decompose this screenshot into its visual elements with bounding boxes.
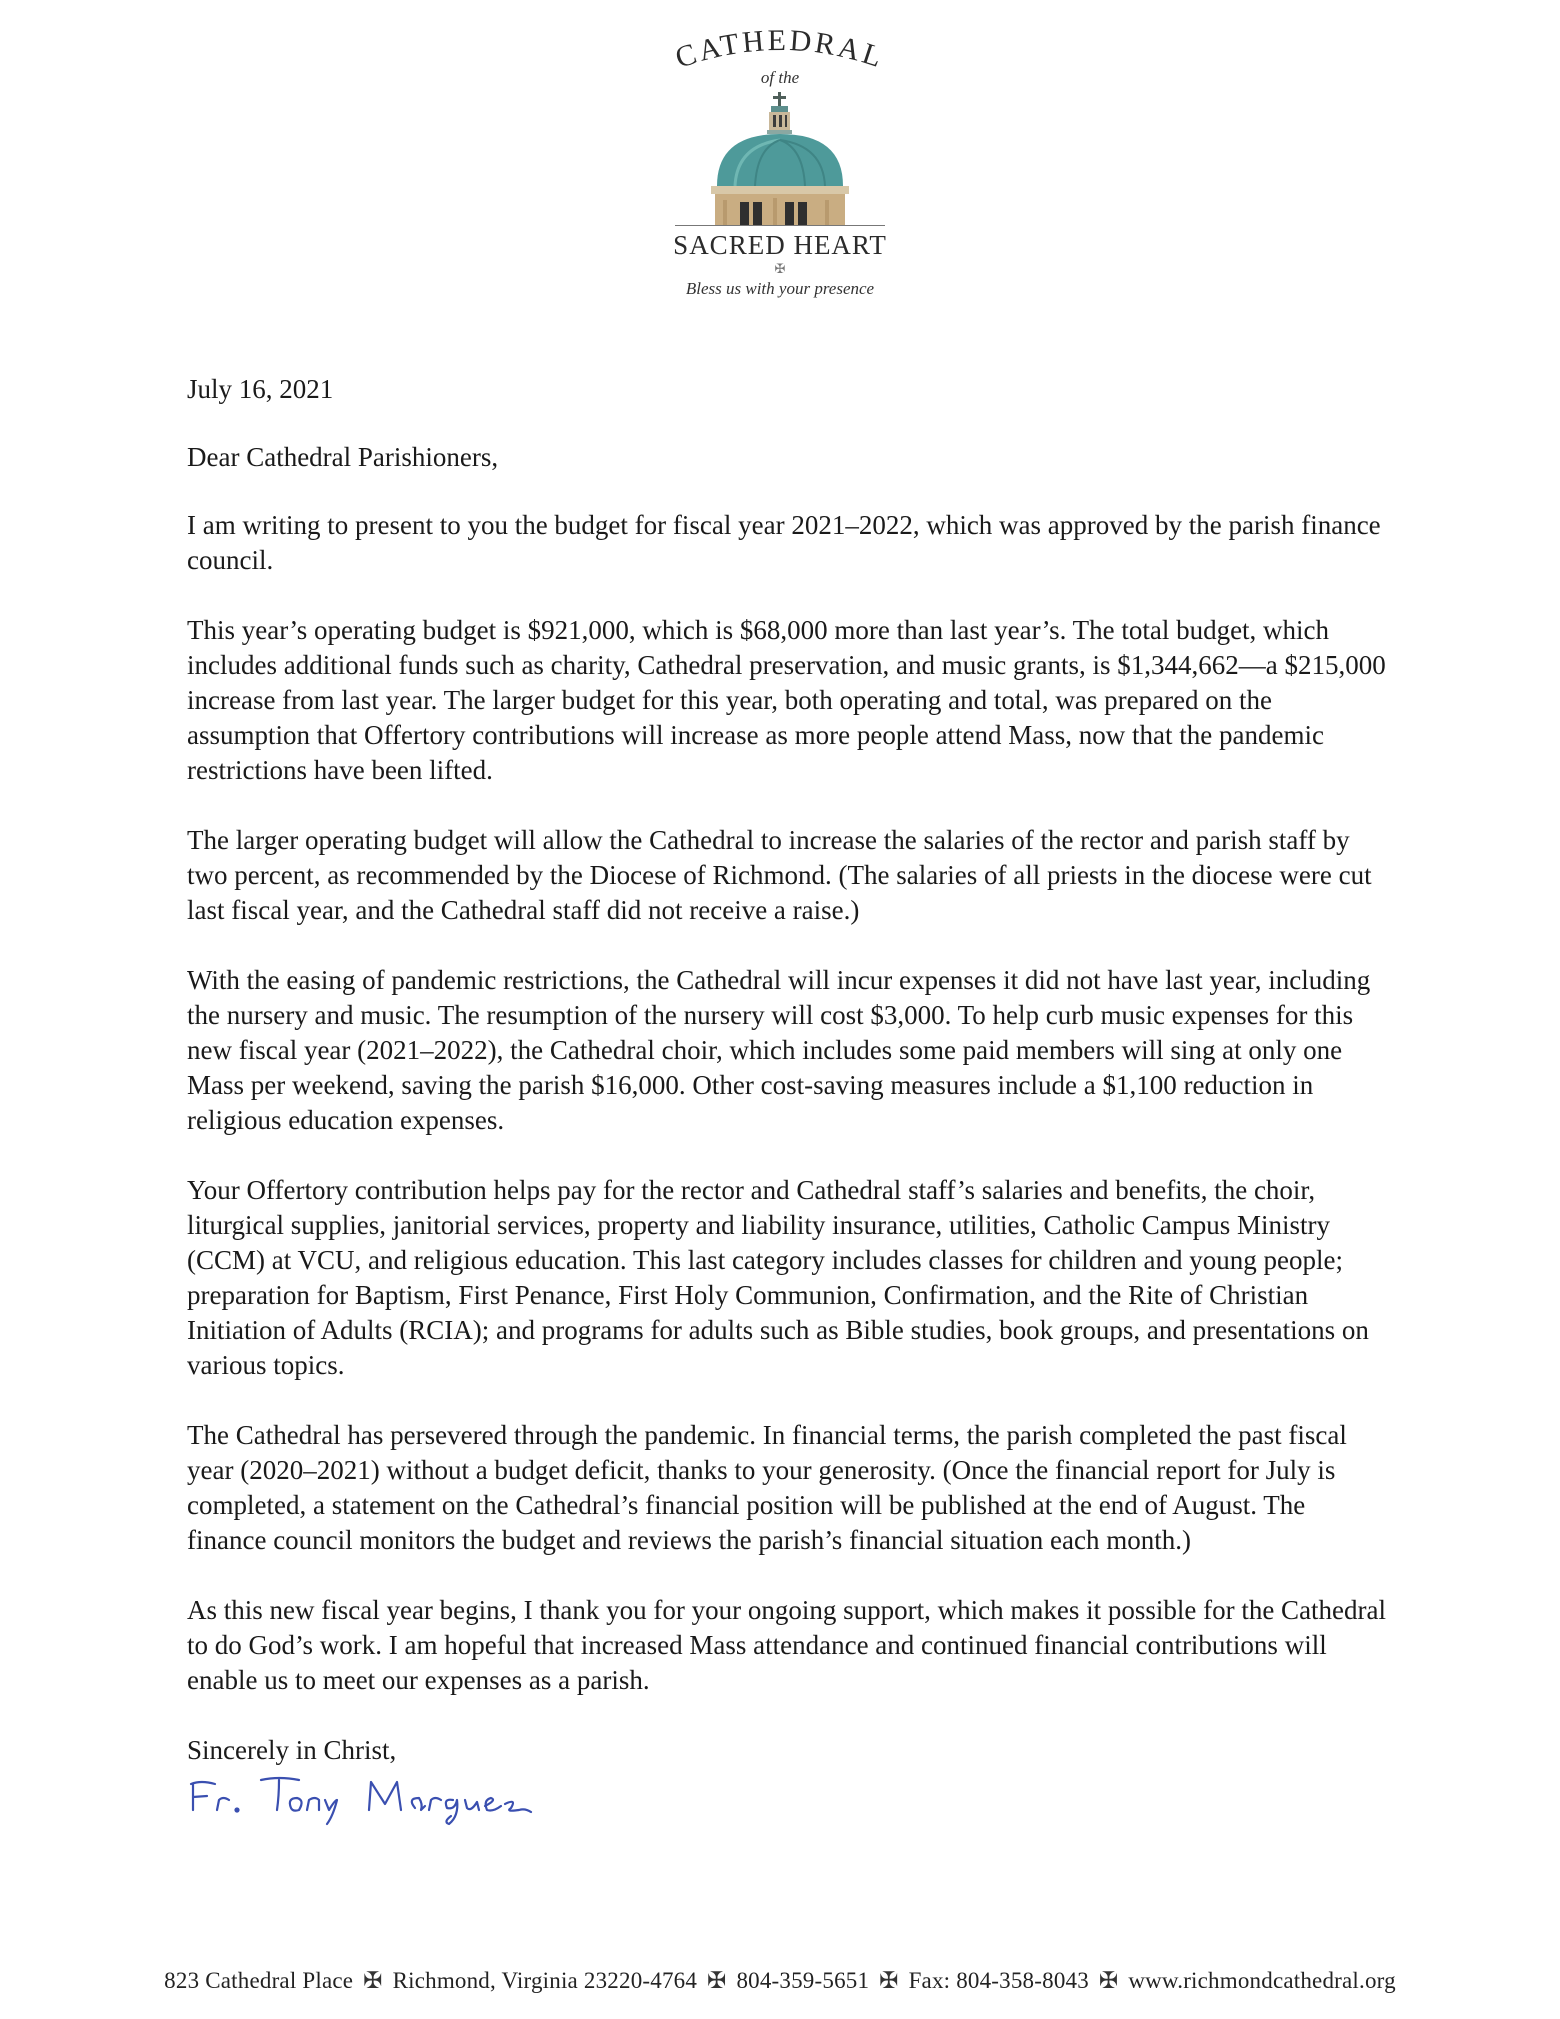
paragraph-budget-intro: I am writing to present to you the budget for fiscal year 2021–2022, which was approved by the parish finance council.: [187, 510, 1381, 575]
cathedral-arched-wordmark: [620, 30, 940, 80]
letterhead-cathedral-text: [0, 30, 1560, 74]
cross-icon: ✠: [363, 1968, 383, 1993]
footer-fax: Fax: 804-358-8043: [908, 1968, 1089, 1993]
letterhead-sacred-heart: SACRED HEART: [673, 230, 887, 260]
letter-date: July 16, 2021: [187, 374, 334, 404]
footer-website-link[interactable]: www.richmondcathedral.org: [1128, 1968, 1396, 1993]
footer-city: Richmond, Virginia 23220-4764: [392, 1968, 698, 1993]
svg-text:CATHEDRAL: [671, 30, 888, 75]
footer-phone: 804-359-5651: [736, 1968, 870, 1993]
paragraph-expenses: With the easing of pandemic restrictions, the Cathedral will incur expenses it did not have last year, including the nursery and music. The resumption of the nursery will cost $3,000. To help curb music expenses for this new fiscal year (2021–2022), the Cathedral choir, which includes some paid members will sing at only one Mass per weekend, saving the parish $16,000. Other cost-saving measures include a $1,100 reduction in religious education expenses.: [187, 965, 1371, 1135]
cross-icon: ✠: [774, 261, 786, 276]
letterhead: [0, 30, 1560, 299]
letterhead-footer: [0, 1968, 1560, 1994]
letterhead-of-the: of the: [760, 68, 800, 87]
cross-icon: ✠: [879, 1968, 899, 1993]
letterhead-motto: Bless us with your presence: [685, 279, 875, 298]
letterhead-line1: CATHEDRAL: [671, 30, 889, 75]
signature-image: [187, 1770, 1387, 1830]
handwritten-signature: [187, 1770, 587, 1830]
paragraph-salaries: The larger operating budget will allow the Cathedral to increase the salaries of the rector and parish staff by two percent, as recommended by the Diocese of Richmond. (The salaries of all priests in the diocese were cut last fiscal year, and the Cathedral staff did not receive a raise.): [187, 825, 1372, 925]
paragraph-pandemic: The Cathedral has persevered through the pandemic. In financial terms, the parish completed the past fiscal year (2020–2021) without a budget deficit, thanks to your generosity. (Once the financial report for July is completed, a statement on the Cathedral’s financial position will be published at the end of August. The finance council monitors the budget and reviews the parish’s financial situation each month.): [187, 1420, 1347, 1555]
paragraph-operating-budget: This year’s operating budget is $921,000, which is $68,000 more than last year’s. The total budget, which includes additional funds such as charity, Cathedral preservation, and music grants, is $1,344,662—a $215,000 increase from last year. The larger budget for this year, both operating and total, was prepared on the assumption that Offertory contributions will increase as more people attend Mass, now that the pandemic restrictions have been lifted.: [187, 615, 1386, 785]
paragraph-offertory: Your Offertory contribution helps pay for the rector and Cathedral staff’s salaries and benefits, the choir, liturgical supplies, janitorial services, property and liability insurance, utilities, Catholic Campus Ministry (CCM) at VCU, and religious education. This last category includes classes for children and young people; preparation for Baptism, First Penance, First Holy Communion, Confirmation, and the Rite of Christian Initiation of Adults (RCIA); and programs for adults such as Bible studies, book groups, and presentations on various topics.: [187, 1175, 1369, 1380]
cathedral-dome-logo: [695, 90, 865, 225]
cross-icon: ✠: [707, 1968, 727, 1993]
paragraph-thanks: As this new fiscal year begins, I thank you for your ongoing support, which makes it possible for the Cathedral to do God’s work. I am hopeful that increased Mass attendance and continued financial contributions will enable us to meet our expenses as a parish.: [187, 1595, 1387, 1695]
cross-icon: ✠: [1098, 1968, 1119, 1993]
letter-salutation: Dear Cathedral Parishioners,: [187, 442, 499, 472]
letterhead-rule: [675, 225, 885, 226]
letter-closing: Sincerely in Christ,: [187, 1735, 397, 1765]
letter-body: [187, 372, 1387, 1830]
footer-address: 823 Cathedral Place: [164, 1968, 354, 1993]
